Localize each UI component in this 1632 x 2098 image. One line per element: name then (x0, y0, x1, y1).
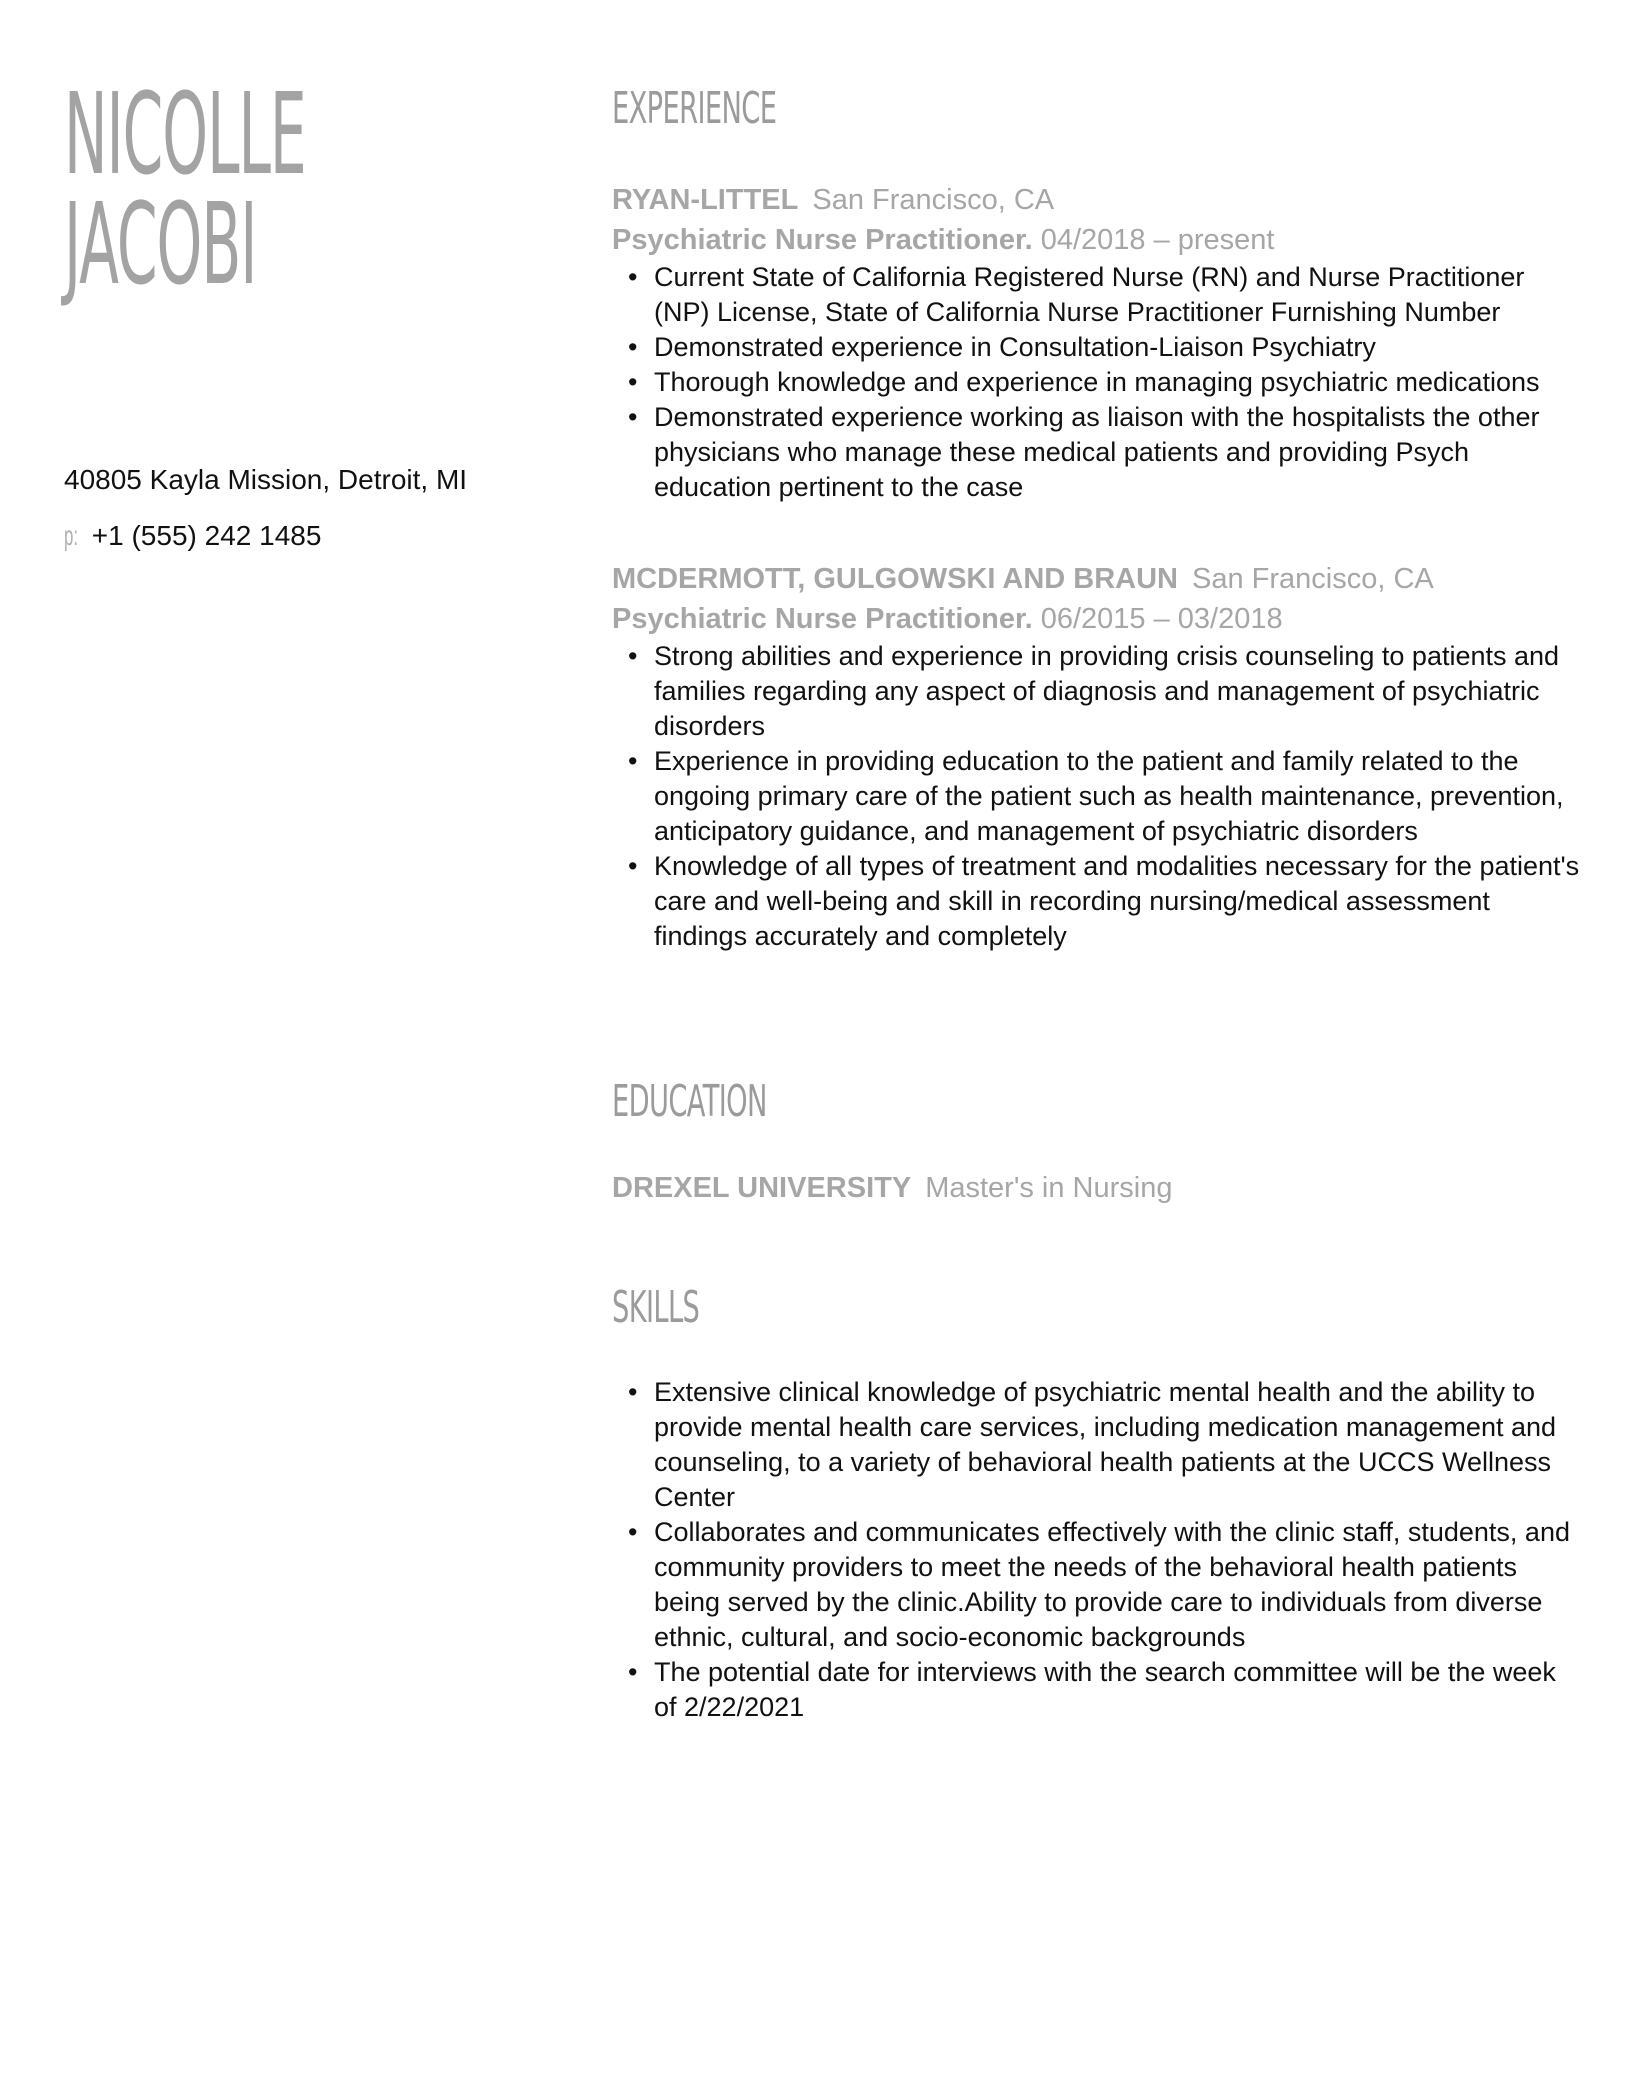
list-item (612, 744, 1582, 849)
job-role: Psychiatric Nurse Practitioner. (612, 603, 1033, 635)
education-title: EDUCATION (612, 1076, 767, 1127)
address: 40805 Kayla Mission, Detroit, MI (64, 464, 468, 495)
job-role-line (612, 599, 1582, 639)
first-name: NICOLLE (64, 70, 306, 200)
degree-name: Master's in Nursing (925, 1172, 1173, 1204)
bullet-icon: • (628, 746, 638, 776)
last-name: JACOBI (64, 180, 257, 310)
job-role-line (612, 220, 1582, 260)
list-item-text: Current State of California Registered Nurse (RN) and Nurse Practitioner (NP) License, State of California Nurse Practitioner Furnishing Number (654, 262, 1525, 327)
list-item-text: Collaborates and communicates effectively with the clinic staff, students, and community providers to meet the needs of the behavioral health patients being served by the clinic.Ability to provide care to individuals from diverse ethnic, cultural, and socio-economic backgrounds (654, 1517, 1570, 1652)
list-item (612, 849, 1582, 954)
company-name: RYAN-LITTEL (612, 184, 799, 216)
bullet-icon: • (628, 1517, 638, 1547)
name-block (64, 70, 564, 310)
bullet-icon: • (628, 1657, 638, 1687)
skills-title: SKILLS (612, 1282, 700, 1333)
job-location: San Francisco, CA (812, 184, 1055, 216)
skills-entry (612, 1375, 1582, 1725)
job-header (612, 180, 1582, 220)
bullet-icon: • (628, 641, 638, 671)
education-header (612, 1168, 1582, 1208)
phone-label: p: (64, 520, 79, 551)
bullet-icon: • (628, 332, 638, 362)
job-dates: 06/2015 – 03/2018 (1040, 603, 1283, 635)
list-item-text: The potential date for interviews with the search committee will be the week of 2/22/2021 (654, 1657, 1556, 1722)
contact-block (64, 462, 467, 554)
list-item (612, 365, 1582, 400)
list-item-text: Demonstrated experience working as liaison with the hospitalists the other physicians who manage these medical patients and providing Psych education pertinent to the case (654, 402, 1540, 502)
education-entry (612, 1168, 1582, 1208)
list-item (612, 260, 1582, 330)
list-item-text: Demonstrated experience in Consultation-Liaison Psychiatry (654, 332, 1376, 362)
bullet-icon: • (628, 851, 638, 881)
list-item-text: Experience in providing education to the patient and family related to the ongoing primary care of the patient such as health maintenance, prevention, anticipatory guidance, and management of psychiatric disorders (654, 746, 1564, 846)
bullet-icon: • (628, 262, 638, 292)
list-item (612, 1515, 1582, 1655)
list-item (612, 639, 1582, 744)
list-item (612, 330, 1582, 365)
job-entry (612, 559, 1582, 954)
job-header (612, 559, 1582, 599)
bullet-icon: • (628, 367, 638, 397)
list-item (612, 400, 1582, 505)
job-dates: 04/2018 – present (1040, 224, 1275, 256)
job-bullets (612, 639, 1582, 954)
job-role: Psychiatric Nurse Practitioner. (612, 224, 1033, 256)
list-item-text: Strong abilities and experience in providing crisis counseling to patients and families regarding any aspect of diagnosis and management of psychiatric disorders (654, 641, 1560, 741)
job-entry (612, 180, 1582, 505)
phone-row (64, 518, 467, 554)
list-item-text: Knowledge of all types of treatment and modalities necessary for the patient's care and well-being and skill in recording nursing/medical assessment findings accurately and completely (654, 851, 1580, 951)
school-name: DREXEL UNIVERSITY (612, 1172, 912, 1204)
phone-number: +1 (555) 242 1485 (91, 520, 322, 551)
list-item-text: Extensive clinical knowledge of psychiatric mental health and the ability to provide mental health care services, including medication management and counseling, to a variety of behavioral health patients at the UCCS Wellness Center (654, 1377, 1557, 1512)
bullet-icon: • (628, 1377, 638, 1407)
job-bullets (612, 260, 1582, 505)
company-name: MCDERMOTT, GULGOWSKI AND BRAUN (612, 563, 1178, 595)
experience-title: EXPERIENCE (612, 83, 777, 134)
list-item-text: Thorough knowledge and experience in managing psychiatric medications (654, 367, 1540, 397)
job-location: San Francisco, CA (1192, 563, 1434, 595)
bullet-icon: • (628, 402, 638, 432)
list-item (612, 1375, 1582, 1515)
skills-bullets (612, 1375, 1582, 1725)
list-item (612, 1655, 1582, 1725)
